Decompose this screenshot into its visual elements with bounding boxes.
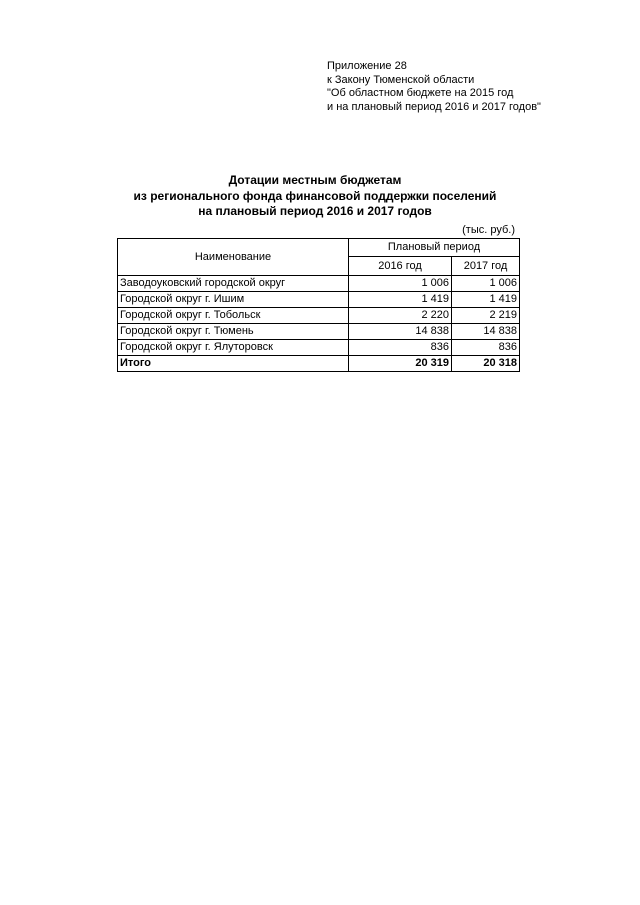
table-row [118, 324, 520, 340]
appendix-line: Приложение 28 [327, 60, 407, 72]
appendix-line: "Об областном бюджете на 2015 год [327, 87, 514, 99]
table-row [118, 292, 520, 308]
row-value-2017: 14 838 [452, 324, 520, 340]
title-line: на плановый период 2016 и 2017 годов [198, 204, 432, 218]
row-value-2017: 836 [452, 340, 520, 356]
row-value-2017: 2 219 [452, 308, 520, 324]
header-year-2016: 2016 год [349, 257, 452, 276]
title-line: Дотации местным бюджетам [228, 173, 402, 187]
total-value-2017: 20 318 [452, 356, 520, 372]
table-row [118, 276, 520, 292]
row-value-2016: 2 220 [349, 308, 452, 324]
row-value-2016: 836 [349, 340, 452, 356]
title-line: из регионального фонда финансовой поддержки поселений [133, 188, 497, 203]
header-period: Плановый период [349, 239, 520, 257]
row-value-2016: 1 419 [349, 292, 452, 308]
row-name: Городской округ г. Тобольск [118, 308, 349, 324]
row-value-2017: 1 419 [452, 292, 520, 308]
total-row [118, 356, 520, 372]
header-name: Наименование [118, 239, 349, 276]
appendix-reference [327, 60, 541, 114]
document-title [100, 173, 530, 220]
row-name: Городской округ г. Тюмень [118, 324, 349, 340]
row-value-2017: 1 006 [452, 276, 520, 292]
row-name: Заводоуковский городской округ [118, 276, 349, 292]
row-value-2016: 14 838 [349, 324, 452, 340]
total-label: Итого [118, 356, 349, 372]
appendix-line: к Закону Тюменской области [327, 73, 475, 86]
units-label: (тыс. руб.) [462, 224, 515, 236]
header-year-2017: 2017 год [452, 257, 520, 276]
subsidies-table [117, 238, 520, 372]
table-row [118, 308, 520, 324]
total-value-2016: 20 319 [349, 356, 452, 372]
appendix-line: и на плановый период 2016 и 2017 годов" [327, 100, 541, 113]
row-value-2016: 1 006 [349, 276, 452, 292]
row-name: Городской округ г. Ялуторовск [118, 340, 349, 356]
row-name: Городской округ г. Ишим [118, 292, 349, 308]
table-header-row [118, 239, 520, 257]
table-row [118, 340, 520, 356]
